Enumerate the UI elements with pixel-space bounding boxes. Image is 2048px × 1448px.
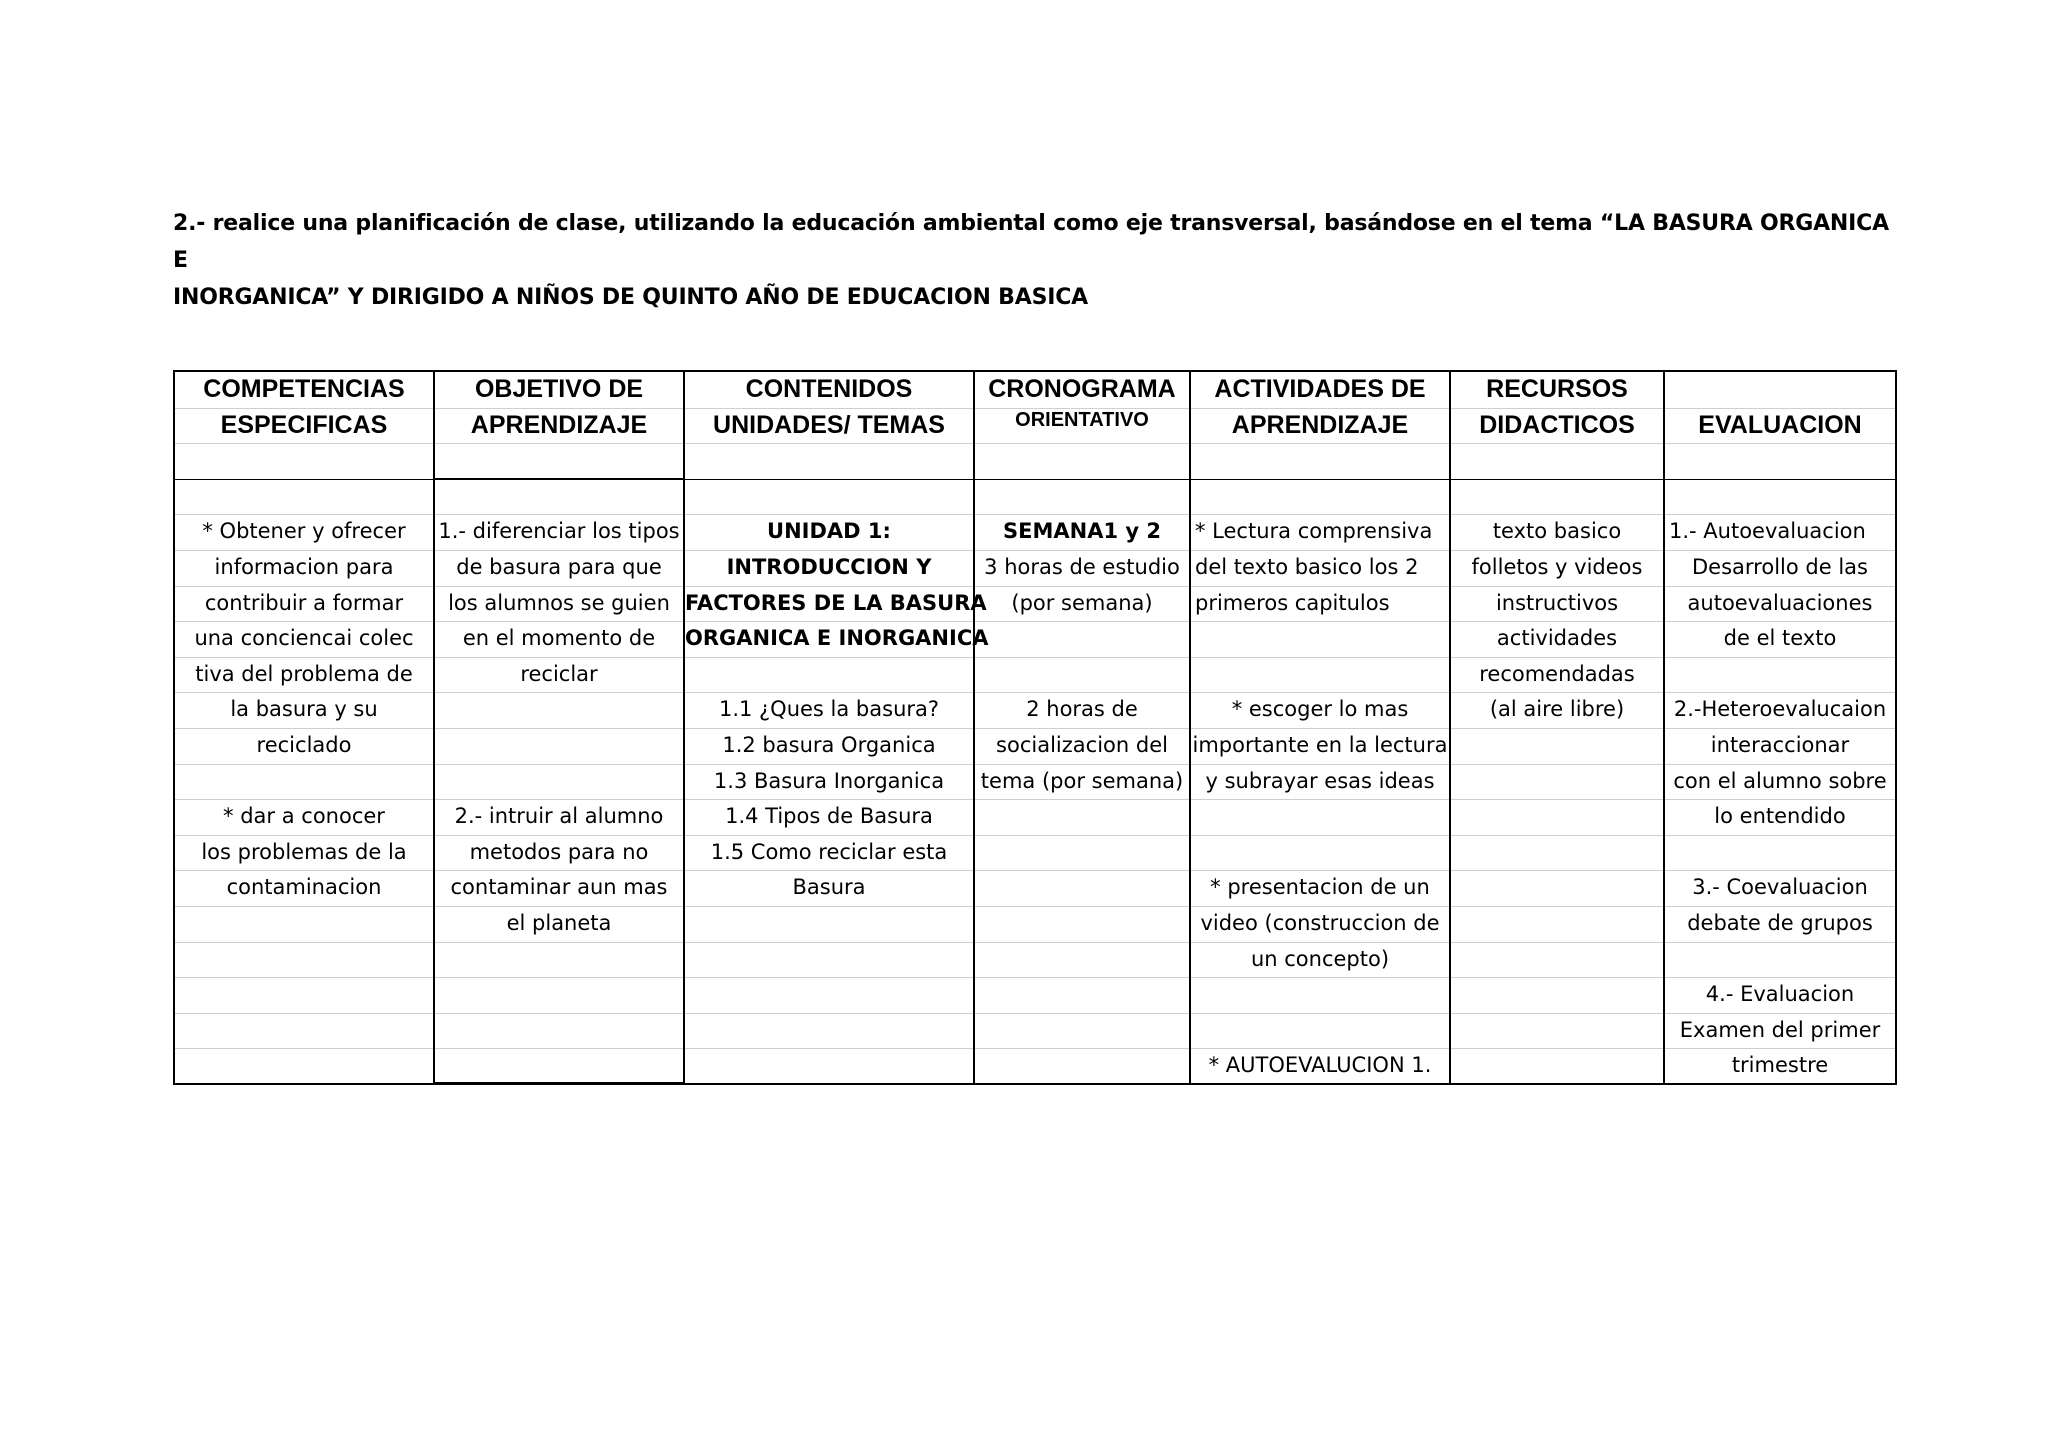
header-objetivo-1: OBJETIVO DE: [474, 375, 644, 403]
evaluacion-cell: autoevaluaciones: [1687, 590, 1873, 615]
actividades-cell: [1191, 977, 1449, 1013]
objetivo-cell: contaminar aun mas: [450, 875, 668, 900]
actividades-cell: [1191, 657, 1449, 693]
objetivo-cell: reciclar: [520, 661, 598, 686]
competencias-cell: tiva del problema de: [195, 661, 413, 686]
objetivo-bottom-rule: [433, 1082, 685, 1084]
header-cronograma-2: ORIENTATIVO: [1015, 409, 1149, 431]
evaluacion-cell: interaccionar: [1710, 733, 1850, 757]
competencias-cell: contaminacion: [226, 875, 382, 900]
objetivo-cell: 1.- diferenciar los tipos: [438, 519, 680, 544]
contenidos-topic-cell: 1.1 ¿Ques la basura?: [718, 697, 940, 722]
evaluacion-cell: [1665, 657, 1895, 693]
competencias-cell: la basura y su: [230, 697, 378, 722]
objetivo-cell: de basura para que: [456, 555, 662, 579]
objetivo-cell: el planeta: [506, 911, 612, 935]
evaluacion-cell: 2.-Heteroevalucaion: [1673, 697, 1887, 722]
contenidos-topic-cell: [685, 657, 973, 693]
actividades-cell: del texto basico los 2: [1195, 555, 1419, 579]
evaluacion-cell: trimestre: [1731, 1053, 1829, 1078]
competencias-cell: contribuir a formar: [204, 590, 404, 615]
evaluacion-cell: 3.- Coevaluacion: [1692, 875, 1868, 900]
header-evaluacion-1: [1665, 372, 1895, 408]
evaluacion-cell: Examen del primer: [1679, 1017, 1881, 1042]
cronograma-cell: socializacion del: [996, 733, 1168, 757]
recursos-cell: actividades: [1496, 626, 1618, 651]
recursos-cell: folletos y videos: [1471, 555, 1643, 579]
objetivo-cell: en el momento de: [462, 626, 656, 651]
header-contenidos-1: CONTENIDOS: [745, 375, 913, 403]
column-contenidos: [685, 372, 989, 1083]
evaluacion-cell: [1665, 835, 1895, 871]
actividades-cell: * AUTOEVALUCION 1.: [1208, 1053, 1432, 1078]
evaluacion-cell: [1665, 942, 1895, 978]
competencias-cell: una conciencai colec: [194, 626, 414, 651]
cronograma-cell: 2 horas de: [1026, 697, 1138, 722]
title-line-2: INORGANICA” Y DIRIGIDO A NIÑOS DE QUINTO AÑO DE EDUCACION BASICA: [173, 285, 1088, 310]
objetivo-cell: 2.- intruir al alumno: [454, 804, 664, 829]
competencias-cell: reciclado: [256, 733, 352, 757]
competencias-cell: * Obtener y ofrecer: [202, 519, 406, 544]
evaluacion-cell: 4.- Evaluacion: [1705, 982, 1855, 1007]
header-recursos-2: DIDACTICOS: [1479, 410, 1635, 439]
header-objetivo-2: APRENDIZAJE: [470, 410, 648, 439]
actividades-cell: [1191, 835, 1449, 871]
cronograma-cell: 3 horas de estudio: [984, 555, 1180, 579]
contenidos-topic-cell: 1.5 Como reciclar esta: [710, 839, 948, 864]
actividades-cell: un concepto): [1250, 946, 1390, 971]
contenidos-unit-cell: FACTORES DE LA BASURA: [685, 590, 987, 615]
recursos-cell: (al aire libre): [1489, 697, 1625, 722]
column-actividades: [1191, 372, 1451, 1083]
column-recursos: [1451, 372, 1665, 1083]
actividades-cell: * Lectura comprensiva: [1195, 519, 1433, 544]
header-competencias-1: COMPETENCIAS: [203, 375, 405, 403]
page-title: [173, 205, 1893, 316]
actividades-cell: primeros capitulos: [1195, 590, 1390, 615]
actividades-cell: * escoger lo mas: [1231, 697, 1409, 722]
recursos-cell: recomendadas: [1479, 661, 1635, 686]
column-evaluacion: [1665, 372, 1895, 1083]
cronograma-cell: (por semana): [1011, 590, 1153, 615]
evaluacion-cell: lo entendido: [1714, 804, 1846, 829]
contenidos-unit-cell: INTRODUCCION Y: [726, 555, 932, 579]
objetivo-cell: [435, 764, 683, 800]
actividades-cell: * presentacion de un: [1210, 875, 1430, 900]
cronograma-cell: tema (por semana): [980, 768, 1184, 793]
evaluacion-cell: con el alumno sobre: [1673, 768, 1887, 793]
header-cronograma-1: CRONOGRAMA: [988, 375, 1176, 403]
objetivo-cell: [435, 692, 683, 728]
objetivo-cell: metodos para no: [469, 839, 649, 864]
cronograma-cell: [975, 621, 1189, 657]
evaluacion-cell: Desarrollo de las: [1692, 555, 1868, 579]
header-contenidos-2: UNIDADES/ TEMAS: [713, 410, 945, 439]
contenidos-unit-cell: UNIDAD 1:: [767, 519, 891, 544]
cronograma-cell: [975, 657, 1189, 693]
actividades-cell: y subrayar esas ideas: [1205, 768, 1435, 793]
competencias-cell: * dar a conocer: [223, 804, 385, 829]
cronograma-week-cell: SEMANA1 y 2: [1003, 519, 1161, 544]
header-evaluacion-2: EVALUACION: [1698, 410, 1862, 439]
objetivo-cell: los alumnos se guien: [448, 590, 670, 615]
actividades-cell: [1191, 1013, 1449, 1049]
competencias-cell: [175, 764, 433, 800]
column-competencias: [175, 372, 435, 1083]
actividades-cell: [1191, 799, 1449, 835]
header-actividades-2: APRENDIZAJE: [1231, 410, 1409, 439]
competencias-cell: los problemas de la: [201, 839, 407, 864]
objetivo-cell: [435, 728, 683, 764]
actividades-cell: [1191, 621, 1449, 657]
header-actividades-1: ACTIVIDADES DE: [1214, 375, 1426, 403]
column-cronograma: [975, 372, 1191, 1083]
contenidos-topic-cell: Basura: [792, 875, 866, 900]
contenidos-unit-cell: ORGANICA E INORGANICA: [685, 626, 989, 651]
recursos-cell: instructivos: [1495, 590, 1619, 615]
competencias-cell: informacion para: [214, 555, 394, 579]
contenidos-topic-cell: 1.3 Basura Inorganica: [713, 768, 945, 793]
header-competencias-2: ESPECIFICAS: [220, 410, 388, 439]
contenidos-topic-cell: 1.2 basura Organica: [722, 733, 936, 757]
planning-table: [173, 370, 1897, 1085]
evaluacion-cell: 1.- Autoevaluacion: [1669, 519, 1866, 544]
title-line-1: 2.- realice una planificación de clase, utilizando la educación ambiental como eje transversal, basándose en el tema “LA BASURA ORGANICA E: [173, 211, 1889, 273]
recursos-cell: texto basico: [1492, 519, 1622, 544]
evaluacion-cell: de el texto: [1723, 626, 1837, 651]
actividades-cell: video (construccion de: [1200, 911, 1440, 935]
contenidos-topic-cell: 1.4 Tipos de Basura: [725, 804, 933, 829]
objetivo-header-rule: [433, 478, 685, 480]
actividades-cell: importante en la lectura: [1192, 733, 1448, 757]
evaluacion-cell: debate de grupos: [1687, 911, 1873, 935]
header-recursos-1: RECURSOS: [1486, 375, 1628, 403]
